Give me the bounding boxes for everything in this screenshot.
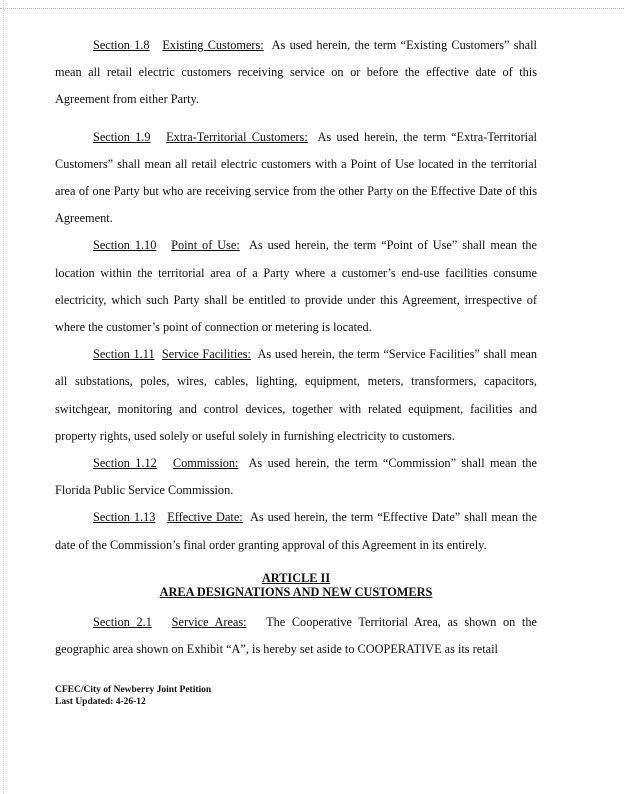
article-title: AREA DESIGNATIONS AND NEW CUSTOMERS <box>159 584 433 599</box>
section-title: Commission: <box>172 456 239 471</box>
article-heading <box>55 571 537 599</box>
section-number: Section 1.12 <box>93 456 157 471</box>
scan-edge-top <box>0 8 624 9</box>
paragraph-section-2-1 <box>55 609 537 663</box>
section-text: As used herein, the term “Point of Use” shall mean the location within the territorial area of a Party where a customer’s end-use facilities consume electricity, which such Party shall be entitled to provide under this Agreement, irrespective of where the customer’s point of connection or metering is located. <box>55 238 537 335</box>
paragraph-section-1-13 <box>55 504 537 558</box>
section-title: Point of Use: <box>171 238 240 253</box>
section-text: As used herein, the term “Commission” shall mean the Florida Public Service Commission. <box>55 456 537 498</box>
paragraph-section-1-10 <box>55 232 537 341</box>
section-title: Effective Date: <box>167 510 243 525</box>
section-number: Section 1.13 <box>93 510 156 525</box>
section-number: Section 1.9 <box>93 129 151 144</box>
section-number: Section 1.11 <box>93 347 155 362</box>
section-title: Extra-Territorial Customers: <box>166 129 308 144</box>
section-text: The Cooperative Territorial Area, as shown on the geographic area shown on Exhibit “A”, is hereby set aside to COOPERATIVE as its retail <box>55 614 537 657</box>
section-number: Section 1.8 <box>93 38 150 52</box>
section-title: Service Facilities: <box>161 347 251 362</box>
paragraph-section-1-8 <box>55 32 537 114</box>
footer-line-1: CFEC/City of Newberry Joint Petition <box>55 685 212 695</box>
document-body <box>55 32 537 663</box>
paragraph-section-1-9 <box>55 124 537 233</box>
section-text: As used herein, the term “Existing Customers” shall mean all retail electric customers receiving service on or before the effective date of this Agreement from either Party. <box>55 38 537 107</box>
section-text: As used herein, the term “Extra-Territorial Customers” shall mean all retail electric customers with a Point of Use located in the territorial area of one Party but who are receiving service from the other Party on the Effective Date of this Agreement. <box>55 129 537 226</box>
paragraph-section-1-11 <box>55 341 537 450</box>
section-title: Service Areas: <box>171 614 247 629</box>
footer-line-2: Last Updated: 4-26-12 <box>55 697 146 707</box>
section-number: Section 1.10 <box>93 238 157 253</box>
section-number: Section 2.1 <box>93 614 152 629</box>
page-footer <box>55 684 211 708</box>
scan-edge-left <box>3 0 4 794</box>
section-text: As used herein, the term “Effective Date” shall mean the date of the Commission’s final order granting approval of this Agreement in its entirely. <box>55 510 537 552</box>
paragraph-section-1-12 <box>55 450 537 504</box>
article-number: ARTICLE II <box>261 570 331 585</box>
section-title: Existing Customers: <box>162 38 264 52</box>
section-text: As used herein, the term “Service Facilities” shall mean all substations, poles, wires, cables, lighting, equipment, meters, transformers, capacitors, switchgear, monitoring and control devices, together with related equipment, facilities and property rights, used solely or useful solely in furnishing electricity to customers. <box>55 347 537 443</box>
